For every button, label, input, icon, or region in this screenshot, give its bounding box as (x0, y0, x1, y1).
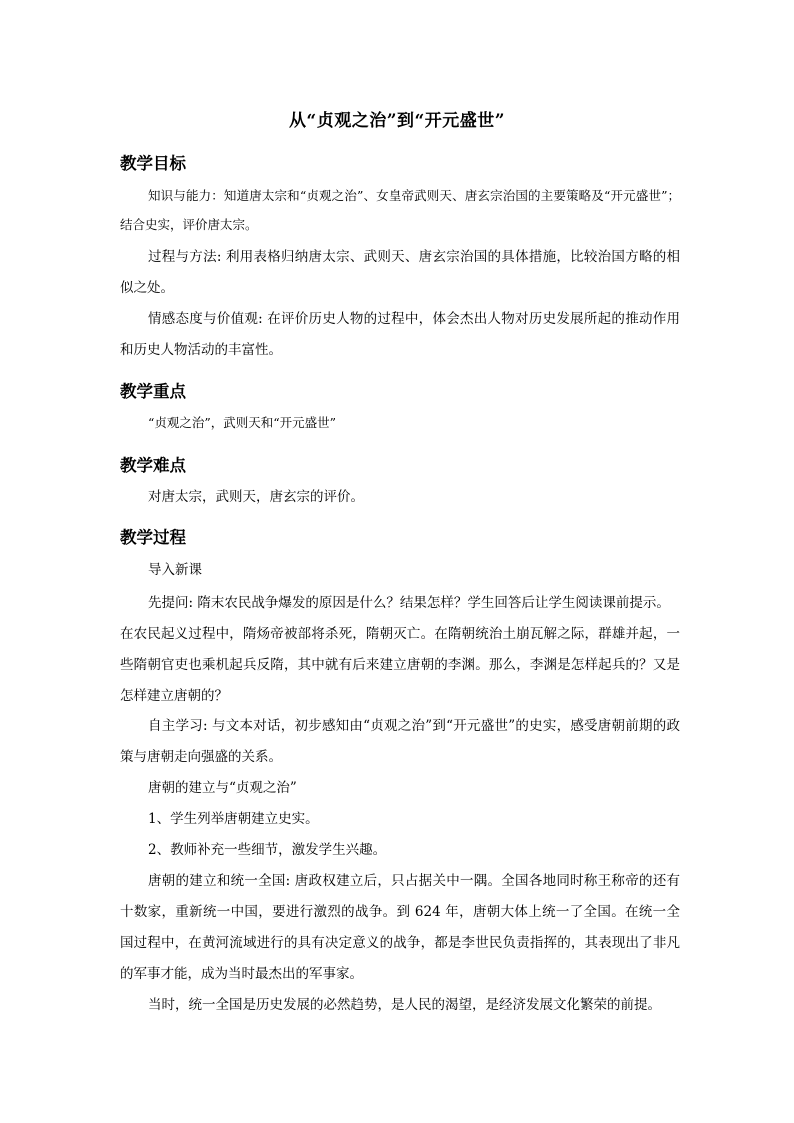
paragraph-question: 先提问: 隋末农民战争爆发的原因是什么？结果怎样？学生回答后让学生阅读课前提示。 (148, 595, 670, 611)
paragraph-process-method: 过程与方法: 利用表格归纳唐太宗、武则天、唐玄宗治国的具体措施，比较治国方略的相似之处。 (120, 249, 680, 296)
paragraph-knowledge-ability: 知识与能力：知道唐太宗和“贞观之治”、女皇帝武则天、唐玄宗治国的主要策略及“开元盛世”；结合史实，评价唐太宗。 (120, 188, 680, 232)
paragraph-unification: 唐朝的建立和统一全国: 唐政权建立后，只占据关中一隅。全国各地同时称王称帝的还有十数家，重新统一中国，要进行激烈的战争。到 624 年，唐朝大体上统一了全国。在统一全国过程中，在黄河流域进行的具有决定意义的战争，都是李世民负责指挥的，其表现出了非凡的军事才能，成为当时最杰出的军事家。 (120, 873, 680, 982)
paragraph-difficulties: 对唐太宗，武则天，唐玄宗的评价。 (148, 489, 364, 505)
document-title: 从“贞观之治”到“开元盛世” (288, 111, 506, 131)
heading-objectives: 教学目标 (120, 154, 186, 173)
paragraph-unification-trend: 当时，统一全国是历史发展的必然趋势，是人民的渴望，是经济发展文化繁荣的前提。 (148, 997, 661, 1013)
paragraph-self-study: 自主学习: 与文本对话，初步感知由“贞观之治”到“开元盛世”的史实，感受唐朝前期的政策与唐朝走向强盛的关系。 (120, 718, 680, 765)
paragraph-emotion-values: 情感态度与价值观: 在评价历史人物的过程中，体会杰出人物对历史发展所起的推动作用和历史人物活动的丰富性。 (120, 311, 680, 358)
paragraph-item-1: 1、学生列举唐朝建立史实。 (148, 811, 319, 827)
paragraph-item-2: 2、教师补充一些细节，激发学生兴趣。 (148, 842, 387, 858)
paragraph-tang-founding-heading: 唐朝的建立与“贞观之治” (148, 780, 297, 796)
paragraph-intro: 导入新课 (148, 562, 202, 578)
paragraph-peasant-uprising: 在农民起义过程中，隋炀帝被部将杀死，隋朝灭亡。在隋朝统治土崩瓦解之际，群雄并起，一些隋朝官吏也乘机起兵反隋，其中就有后来建立唐朝的李渊。那么，李渊是怎样起兵的？又是怎样建立唐朝的？ (120, 626, 680, 704)
heading-difficulties: 教学难点 (120, 456, 186, 475)
heading-process: 教学过程 (120, 528, 186, 547)
paragraph-key-points: “贞观之治”，武则天和“开元盛世” (148, 415, 337, 430)
heading-key-points: 教学重点 (120, 382, 186, 401)
